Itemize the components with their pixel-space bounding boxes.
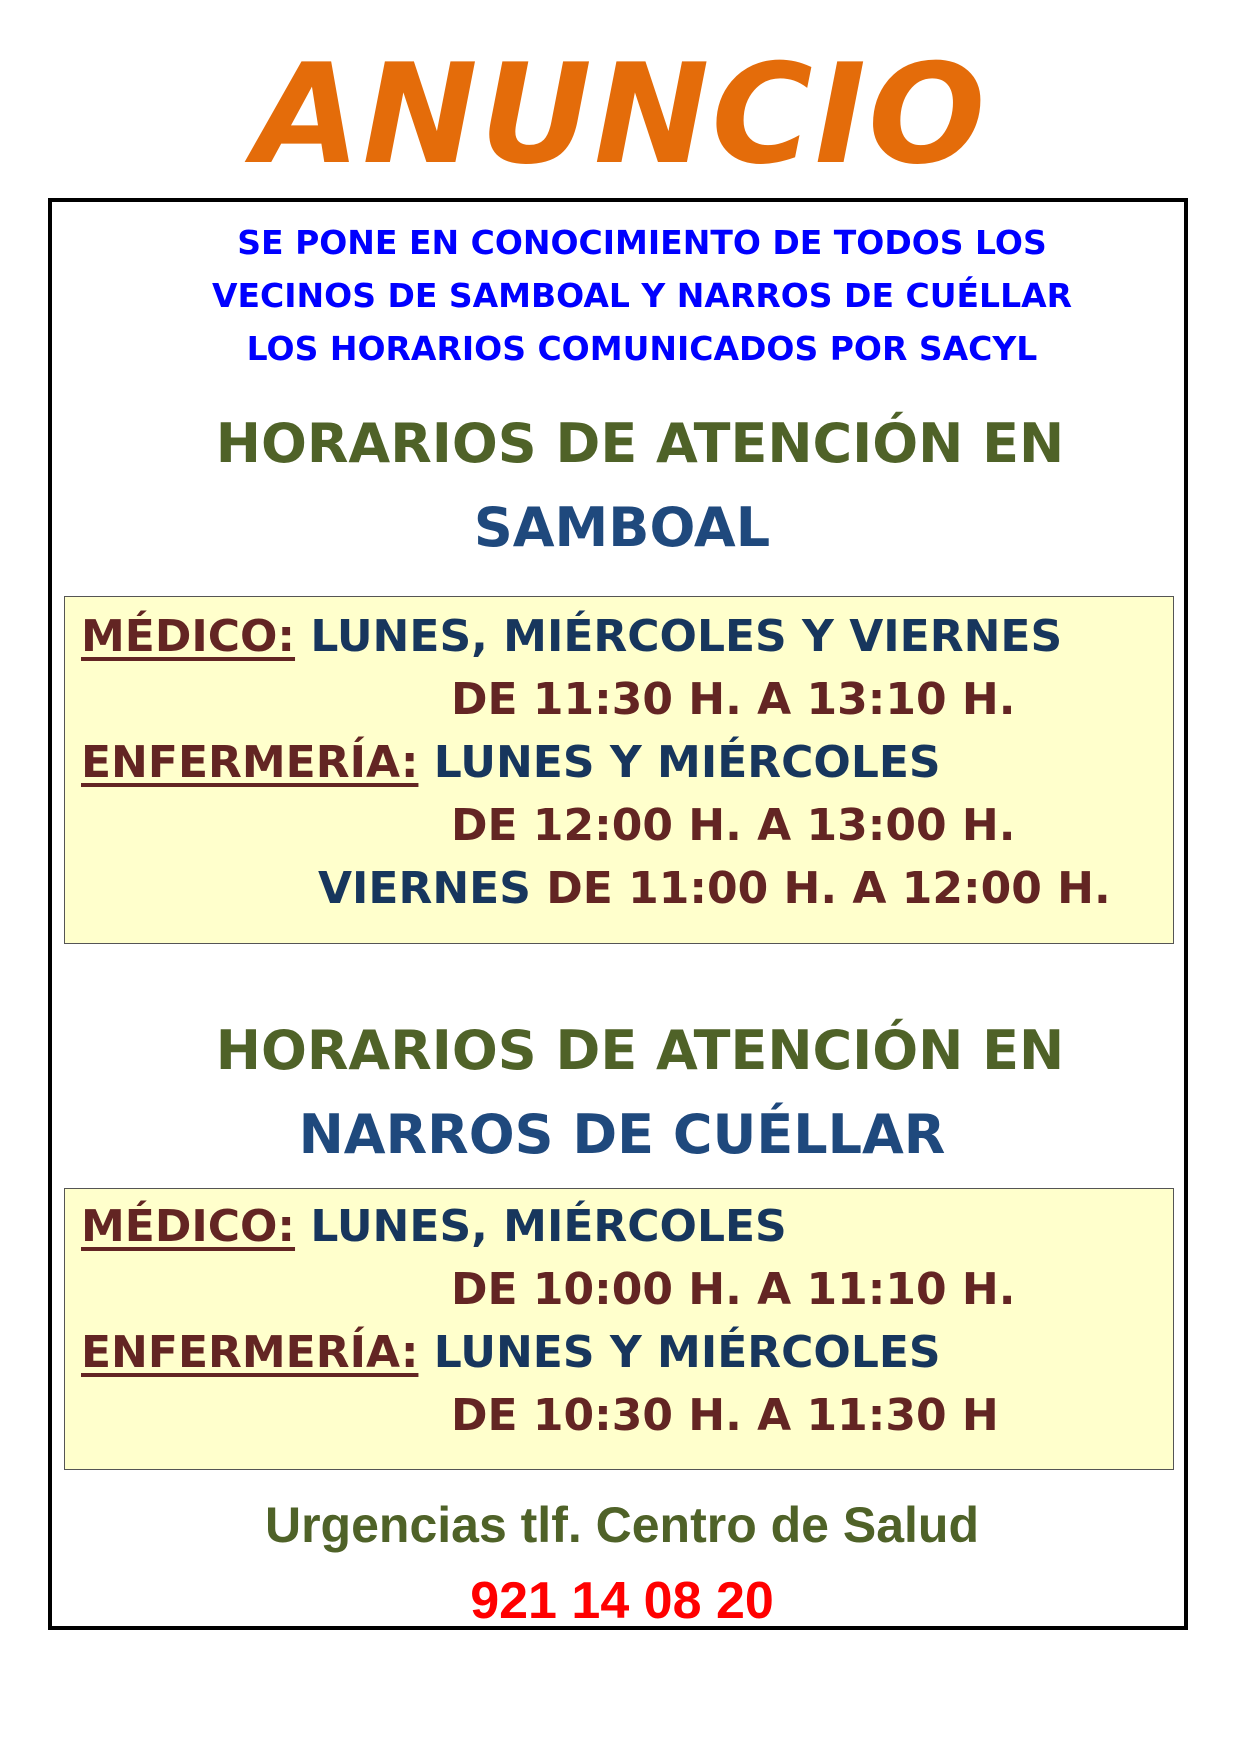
samboal-heading-line1: HORARIOS DE ATENCIÓN EN bbox=[215, 412, 1065, 475]
phone-number: 921 14 08 20 bbox=[470, 1572, 774, 1630]
medico-label: MÉDICO: bbox=[81, 1201, 296, 1252]
samboal-enfermeria-row bbox=[81, 733, 941, 793]
intro-line: SE PONE EN CONOCIMIENTO DE TODOS LOS bbox=[237, 223, 1047, 262]
narros-medico-time: DE 10:00 H. A 11:10 H. bbox=[451, 1264, 1016, 1315]
enfermeria-days: LUNES Y MIÉRCOLES bbox=[433, 737, 941, 788]
samboal-schedule-box bbox=[64, 596, 1174, 944]
samboal-heading-line2: SAMBOAL bbox=[473, 496, 771, 559]
viernes-time: DE 11:00 H. A 12:00 H. bbox=[546, 863, 1111, 914]
medico-label: MÉDICO: bbox=[81, 611, 296, 662]
urgencias-text: Urgencias tlf. Centro de Salud bbox=[264, 1497, 979, 1553]
samboal-enfermeria-time: DE 12:00 H. A 13:00 H. bbox=[451, 800, 1016, 851]
viernes-day: VIERNES bbox=[318, 863, 531, 914]
narros-medico-row bbox=[81, 1197, 787, 1257]
samboal-viernes-row bbox=[318, 859, 1111, 919]
announcement-title: ANUNCIO bbox=[253, 34, 988, 195]
narros-enfermeria-row bbox=[81, 1323, 941, 1383]
enfermeria-label: ENFERMERÍA: bbox=[81, 737, 419, 788]
samboal-heading bbox=[52, 402, 1192, 570]
enfermeria-days: LUNES Y MIÉRCOLES bbox=[433, 1327, 941, 1378]
narros-heading-line1: HORARIOS DE ATENCIÓN EN bbox=[215, 1019, 1065, 1082]
narros-heading-line2: NARROS DE CUÉLLAR bbox=[298, 1103, 946, 1166]
announcement-frame bbox=[48, 198, 1188, 1630]
samboal-medico-time: DE 11:30 H. A 13:10 H. bbox=[451, 674, 1016, 725]
medico-days: LUNES, MIÉRCOLES bbox=[310, 1201, 787, 1252]
medico-days: LUNES, MIÉRCOLES Y VIERNES bbox=[310, 611, 1063, 662]
intro-line: LOS HORARIOS COMUNICADOS POR SACYL bbox=[246, 329, 1038, 368]
samboal-medico-row bbox=[81, 607, 1062, 667]
intro-line: VECINOS DE SAMBOAL Y NARROS DE CUÉLLAR bbox=[211, 276, 1073, 315]
enfermeria-label: ENFERMERÍA: bbox=[81, 1327, 419, 1378]
narros-enfermeria-time: DE 10:30 H. A 11:30 H bbox=[451, 1390, 999, 1441]
narros-heading bbox=[52, 1009, 1192, 1177]
intro-text bbox=[52, 216, 1192, 375]
narros-schedule-box bbox=[64, 1188, 1174, 1470]
